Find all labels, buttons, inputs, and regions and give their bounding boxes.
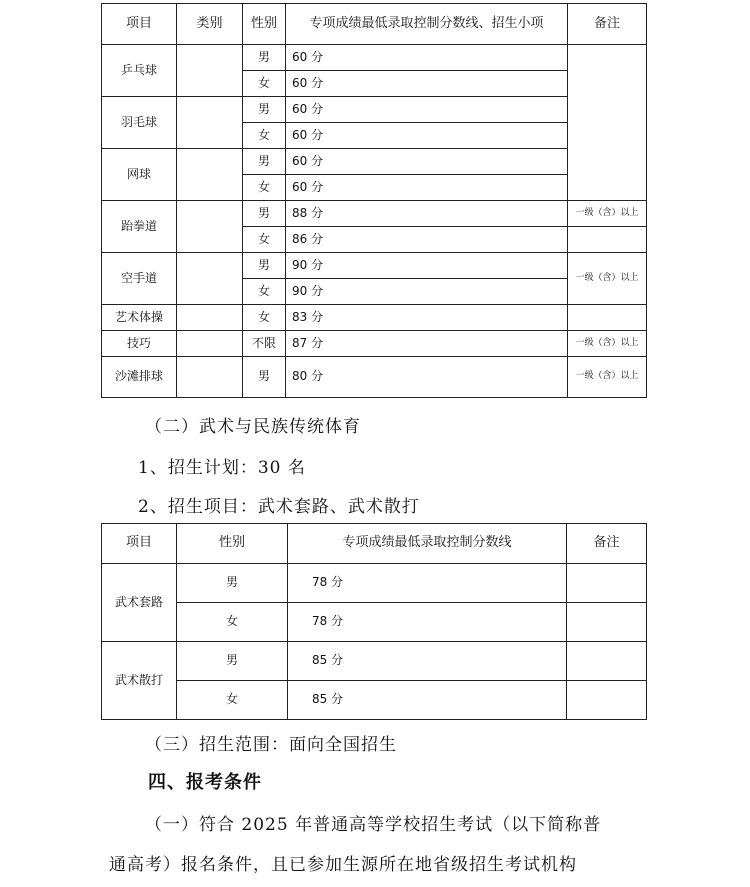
- note-cell: 一级（含）以上: [568, 253, 647, 305]
- score-cell: 60 分: [286, 123, 568, 149]
- header-cell: 项目: [102, 4, 177, 45]
- table-row: [102, 149, 647, 175]
- gender-cell: 男: [243, 149, 286, 175]
- gender-cell: 男: [243, 97, 286, 123]
- paragraph-line: 通高考）报名条件，且已参加生源所在地省级招生考试机构: [109, 855, 577, 875]
- score-cell: 78 分: [288, 564, 567, 603]
- gender-cell: 女: [243, 123, 286, 149]
- items-line: 2、招生项目：武术套路、武术散打: [138, 497, 420, 517]
- gender-cell: 男: [177, 564, 288, 603]
- header-cell: 性别: [243, 4, 286, 45]
- gender-cell: 女: [177, 603, 288, 642]
- gender-cell: 男: [243, 45, 286, 71]
- category-cell: [177, 357, 243, 398]
- gender-cell: 女: [243, 305, 286, 331]
- gender-cell: 女: [243, 175, 286, 201]
- table-row: [102, 357, 647, 398]
- note-cell: 一级（含）以上: [568, 357, 647, 398]
- score-cell: 60 分: [286, 71, 568, 97]
- sport-name: 跆拳道: [102, 201, 177, 253]
- category-cell: [177, 45, 243, 97]
- category-cell: [177, 305, 243, 331]
- score-cell: 90 分: [286, 253, 568, 279]
- sports-cutoff-table: [101, 3, 647, 398]
- sport-name: 网球: [102, 149, 177, 201]
- gender-cell: 女: [177, 681, 288, 720]
- score-cell: 60 分: [286, 45, 568, 71]
- header-cell: 类别: [177, 4, 243, 45]
- score-cell: 86 分: [286, 227, 568, 253]
- header-cell: 专项成绩最低录取控制分数线、招生小项: [286, 4, 568, 45]
- score-cell: 90 分: [286, 279, 568, 305]
- category-cell: [177, 97, 243, 149]
- gender-cell: 女: [243, 227, 286, 253]
- header-cell: 备注: [568, 4, 647, 45]
- table-row: [102, 201, 647, 227]
- section-heading: 四、报考条件: [148, 772, 262, 793]
- note-cell: [567, 603, 647, 642]
- sport-name: 艺术体操: [102, 305, 177, 331]
- score-cell: 85 分: [288, 642, 567, 681]
- plan-line: 1、招生计划：30 名: [138, 458, 306, 478]
- note-cell: [567, 681, 647, 720]
- table-header-row: [102, 524, 647, 564]
- header-cell: 专项成绩最低录取控制分数线: [288, 524, 567, 564]
- gender-cell: 女: [243, 71, 286, 97]
- category-cell: [177, 331, 243, 357]
- header-cell: 备注: [567, 524, 647, 564]
- category-cell: [177, 149, 243, 201]
- note-cell: [568, 227, 647, 253]
- sport-name: 武术套路: [102, 564, 177, 642]
- sport-name: 空手道: [102, 253, 177, 305]
- sport-name: 武术散打: [102, 642, 177, 720]
- category-cell: [177, 253, 243, 305]
- score-cell: 60 分: [286, 175, 568, 201]
- gender-cell: 男: [243, 357, 286, 398]
- table-row: [102, 603, 647, 642]
- gender-cell: 不限: [243, 331, 286, 357]
- score-cell: 83 分: [286, 305, 568, 331]
- score-cell: 60 分: [286, 97, 568, 123]
- section-heading: （二）武术与民族传统体育: [145, 417, 361, 437]
- table-header-row: [102, 4, 647, 45]
- sport-name: 乒乓球: [102, 45, 177, 97]
- gender-cell: 男: [243, 253, 286, 279]
- note-cell: [567, 564, 647, 603]
- sport-name: 羽毛球: [102, 97, 177, 149]
- table-row: [102, 642, 647, 681]
- score-cell: 60 分: [286, 149, 568, 175]
- note-cell: 一级（含）以上: [568, 201, 647, 227]
- gender-cell: 男: [243, 201, 286, 227]
- note-cell: [568, 45, 647, 201]
- wushu-cutoff-table: [101, 523, 647, 720]
- gender-cell: 男: [177, 642, 288, 681]
- score-cell: 78 分: [288, 603, 567, 642]
- gender-cell: 女: [243, 279, 286, 305]
- category-cell: [177, 201, 243, 253]
- header-cell: 项目: [102, 524, 177, 564]
- note-cell: [568, 305, 647, 331]
- score-cell: 85 分: [288, 681, 567, 720]
- note-cell: 一级（含）以上: [568, 331, 647, 357]
- table-row: [102, 97, 647, 123]
- table-row: [102, 564, 647, 603]
- sport-name: 沙滩排球: [102, 357, 177, 398]
- table-row: [102, 253, 647, 279]
- score-cell: 80 分: [286, 357, 568, 398]
- table-row: [102, 305, 647, 331]
- table-row: [102, 681, 647, 720]
- note-cell: [567, 642, 647, 681]
- score-cell: 88 分: [286, 201, 568, 227]
- scope-line: （三）招生范围：面向全国招生: [145, 735, 397, 755]
- table-row: [102, 331, 647, 357]
- paragraph-line: （一）符合 2025 年普通高等学校招生考试（以下简称普: [145, 815, 602, 835]
- score-cell: 87 分: [286, 331, 568, 357]
- sport-name: 技巧: [102, 331, 177, 357]
- table-row: [102, 45, 647, 71]
- header-cell: 性别: [177, 524, 288, 564]
